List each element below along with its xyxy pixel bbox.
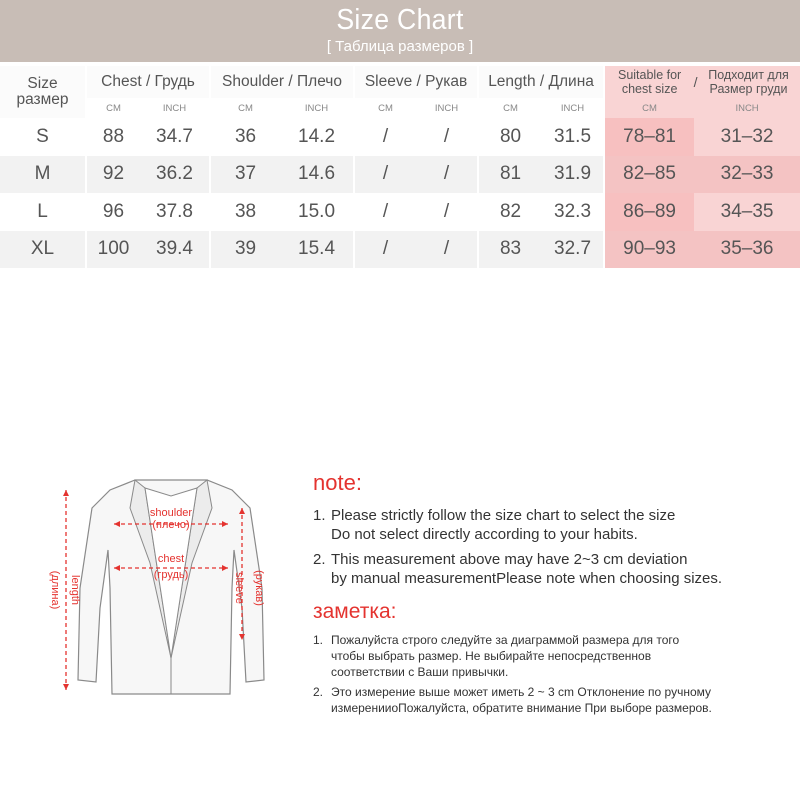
note-text: This measurement above may have 2~3 cm deviation by manual measurementPlease note when choosing sizes. (331, 551, 723, 587)
cell-sleeve-cm: / (354, 193, 416, 231)
length-header: Length / Длина (478, 66, 604, 98)
size-table (0, 66, 800, 268)
note-text: Пожалуйста строго следуйте за диаграммой размера для того чтобы выбрать размер. Не выбирайте непосредственнов соответствии с Ваши привычки. (331, 633, 680, 679)
cell-length-cm: 83 (478, 231, 542, 269)
unit-cm: CM (210, 98, 280, 118)
unit-header-row (0, 98, 800, 118)
sleeve-label: sleeve (233, 572, 245, 604)
notes-section (313, 470, 793, 720)
cell-fit-in: 31–32 (694, 118, 800, 156)
title-banner (0, 0, 800, 62)
unit-cm: CM (478, 98, 542, 118)
cell-sleeve-in: / (416, 231, 478, 269)
table-header-row (0, 66, 800, 98)
cell-shoulder-in: 14.6 (280, 156, 354, 194)
chest-header: Chest / Грудь (86, 66, 210, 98)
cell-fit-cm: 90–93 (604, 231, 694, 269)
cell-chest-cm: 92 (86, 156, 140, 194)
chest-label: chest (157, 553, 185, 565)
cell-shoulder-in: 14.2 (298, 125, 336, 147)
cell-length-cm: 82 (478, 193, 542, 231)
cell-chest-cm: 96 (86, 193, 140, 231)
unit-cm: CM (604, 98, 694, 118)
cell-shoulder-cm: 38 (210, 193, 280, 231)
cell-shoulder-cm: 39 (210, 231, 280, 269)
cell-size: S (36, 125, 49, 147)
cell-size: L (37, 200, 48, 222)
cell-fit-cm: 78–81 (604, 118, 694, 156)
unit-inch: INCH (434, 102, 459, 114)
unit-inch: INCH (694, 98, 800, 118)
cell-fit-cm: 82–85 (604, 156, 694, 194)
cell-sleeve-cm: / (354, 231, 416, 269)
cell-sleeve-in: / (443, 125, 450, 147)
note-title-en: note: (313, 470, 362, 495)
note-text: Это измерение выше может иметь 2 ~ 3 cm Отклонение по ручному измеренииоПожалуйста, обратите внимание При выборе размеров. (331, 685, 712, 715)
size-header (0, 66, 86, 118)
cell-shoulder-cm: 37 (210, 156, 280, 194)
note-number: 2. (313, 685, 324, 699)
cell-chest-in: 39.4 (140, 231, 210, 269)
table-row (0, 231, 800, 269)
unit-inch: INCH (304, 102, 329, 114)
cell-length-in: 31.9 (542, 156, 604, 194)
cell-shoulder-in: 15.0 (298, 200, 336, 222)
page-subtitle: [ Таблица размеров ] (326, 38, 474, 55)
table-row (0, 118, 800, 156)
length-label: length (69, 575, 81, 605)
cell-sleeve-in: / (416, 156, 478, 194)
note-text: Please strictly follow the size chart to select the size Do not select directly according to your habits. (331, 507, 676, 543)
cell-fit-in: 35–36 (694, 231, 800, 269)
length-label-ru: (длина) (49, 570, 61, 610)
note-number: 1. (313, 507, 326, 524)
note-item-ru (313, 684, 793, 716)
cell-size: M (0, 156, 86, 194)
cell-sleeve-cm: / (354, 156, 416, 194)
cell-fit-cm: 86–89 (604, 193, 694, 231)
cell-sleeve-cm: / (354, 118, 416, 156)
cell-chest-in: 34.7 (156, 125, 193, 147)
suitable-header (604, 66, 800, 98)
cell-chest-in: 36.2 (140, 156, 210, 194)
sleeve-label-ru: (рукав) (253, 570, 265, 606)
unit-inch: INCH (560, 102, 585, 114)
shoulder-label: shoulder (149, 507, 193, 519)
cell-chest-cm: 88 (86, 118, 140, 156)
note-title-ru: заметка: (313, 600, 397, 623)
page-title: Size Chart (336, 4, 464, 36)
note-item (313, 506, 793, 544)
cell-length-in: 32.7 (542, 231, 604, 269)
cell-shoulder-in: 15.4 (280, 231, 354, 269)
cell-length-cm: 80 (478, 118, 542, 156)
cell-fit-in: 34–35 (694, 193, 800, 231)
cell-length-cm: 81 (478, 156, 542, 194)
cell-sleeve-in: / (443, 200, 450, 222)
table-row (0, 156, 800, 194)
cell-shoulder-cm: 36 (210, 118, 280, 156)
note-number: 2. (313, 551, 326, 568)
chest-label-ru: (грудь) (153, 569, 189, 581)
suitable-header-en: Suitable for chest size (617, 68, 682, 96)
cell-length-in: 32.3 (554, 200, 592, 222)
unit-cm: CM (354, 98, 416, 118)
shoulder-label-ru: (плечо) (152, 519, 190, 531)
table-row (0, 193, 800, 231)
jacket-measurement-diagram (30, 468, 280, 703)
note-item (313, 550, 793, 588)
cell-size: XL (0, 231, 86, 269)
shoulder-header: Shoulder / Плечо (210, 66, 354, 98)
note-item-ru (313, 632, 793, 680)
size-header-label-ru: размер (16, 91, 69, 108)
cell-chest-in: 37.8 (156, 200, 193, 222)
suitable-header-slash: / (693, 74, 698, 90)
suitable-header-ru: Подходит для Размер груди (708, 68, 789, 96)
size-header-label: Size (27, 75, 58, 92)
cell-fit-in: 32–33 (694, 156, 800, 194)
sleeve-header: Sleeve / Рукав (354, 66, 478, 98)
cell-length-in: 31.5 (554, 125, 592, 147)
note-number: 1. (313, 633, 324, 647)
cell-chest-cm: 100 (86, 231, 140, 269)
unit-cm: CM (86, 98, 140, 118)
unit-inch: INCH (162, 102, 187, 114)
